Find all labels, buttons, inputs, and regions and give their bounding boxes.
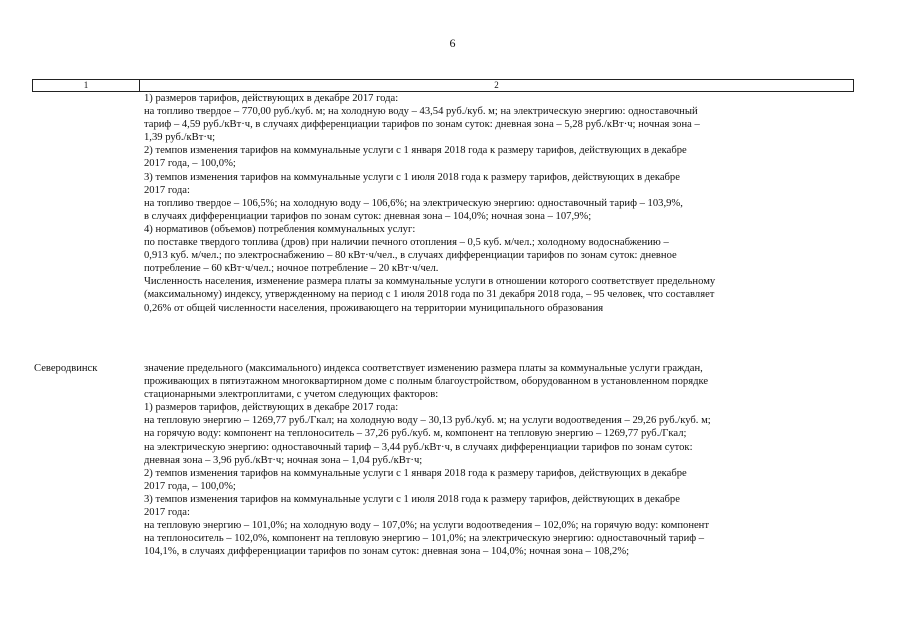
table-header-col-1: 1 [83, 80, 89, 90]
page-number: 6 [449, 36, 456, 50]
text-line: на электрическую энергию: одноставочный тариф – 3,44 руб./кВт·ч, в случаях дифференциации тарифов по зонам суток: [144, 441, 693, 453]
text-line: 0,913 куб. м/чел.; по электроснабжению – 80 кВт·ч/чел., в случаях дифференциации тарифов по зонам суток: дневное [144, 250, 677, 262]
text-line: (максимальному) индексу, утвержденному на период с 1 июля 2018 года по 31 декабря 2018 года, – 95 человек, что составляет [144, 289, 715, 301]
text-line: стационарными электроплитами, с учетом следующих факторов: [144, 389, 439, 401]
text-line: 3) темпов изменения тарифов на коммунальные услуги с 1 июля 2018 года к размеру тарифов, действующих в декабре [144, 493, 680, 505]
text-line: 1,39 руб./кВт·ч; [144, 132, 216, 144]
text-line: на теплоноситель – 102,0%, компонент на тепловую энергию – 101,0%; на электрическую энергию: одноставочный тариф – [144, 533, 705, 545]
text-line: 2017 года, – 100,0%; [144, 158, 236, 170]
text-line: на тепловую энергию – 1269,77 руб./Гкал; на холодную воду – 30,13 руб./куб. м; на услуги водоотведения – 29,26 руб./куб. м; [144, 415, 711, 427]
text-line: 0,26% от общей численности населения, проживающего на территории муниципального образования [144, 302, 604, 314]
text-line: 2017 года: [144, 507, 190, 519]
text-line: проживающих в пятиэтажном многоквартирном доме с полным благоустройством, оборудованном в установленном порядке [144, 376, 709, 388]
text-line: на тепловую энергию – 101,0%; на холодную воду – 107,0%; на услуги водоотведения – 102,0%; на горячую воду: компонент [144, 520, 709, 532]
text-line: значение предельного (максимального) индекса соответствует изменению размера платы за коммунальные услуги граждан, [144, 363, 703, 374]
text-line: 2) темпов изменения тарифов на коммунальные услуги с 1 января 2018 года к размеру тарифов, действующих в декабре [144, 467, 687, 479]
text-line: 2017 года: [144, 184, 190, 196]
text-line: 4) нормативов (объемов) потребления коммунальных услуг: [144, 223, 416, 235]
text-line: дневная зона – 3,96 руб./кВт·ч; ночная зона – 1,04 руб./кВт·ч; [144, 454, 423, 466]
severodvinsk-text [144, 362, 854, 558]
text-line: по поставке твердого топлива (дров) при наличии печного отопления – 0,5 куб. м/чел.; холодному водоснабжению – [144, 237, 669, 249]
previous-municipality-text [144, 92, 854, 315]
text-line: потребление – 60 кВт·ч/чел.; ночное потребление – 20 кВт·ч/чел. [144, 263, 439, 275]
text-line: 1) размеров тарифов, действующих в декабре 2017 года: [144, 402, 399, 414]
text-line: Численность населения, изменение размера платы за коммунальные услуги в отношении которого соответствует предельному [144, 276, 716, 288]
text-line: 2017 года, – 100,0%; [144, 480, 236, 492]
text-line: 2) темпов изменения тарифов на коммунальные услуги с 1 января 2018 года к размеру тарифов, действующих в декабре [144, 145, 687, 157]
text-line: тариф – 4,59 руб./кВт·ч, в случаях дифференциации тарифов по зонам суток: дневная зона – 5,28 руб./кВт·ч; ночная зона – [144, 119, 700, 131]
text-line: на топливо твердое – 770,00 руб./куб. м; на холодную воду – 43,54 руб./куб. м; на электрическую энергию: одноставочный [144, 106, 698, 118]
table-header-col-2: 2 [494, 80, 499, 90]
text-line: на топливо твердое – 106,5%; на холодную воду – 106,6%; на электрическую энергию: одноставочный тариф – 103,9%, [144, 197, 683, 209]
text-line: 3) темпов изменения тарифов на коммунальные услуги с 1 июля 2018 года к размеру тарифов, действующих в декабре [144, 171, 680, 183]
table-header-row [32, 79, 854, 92]
text-line: 104,1%, в случаях дифференциации тарифов по зонам суток: дневная зона – 104,0%; ночная зона – 108,2%; [144, 546, 630, 558]
text-line: 1) размеров тарифов, действующих в декабре 2017 года: [144, 93, 399, 104]
text-line: на горячую воду: компонент на теплоноситель – 37,26 руб./куб. м, компонент на тепловую энергию – 1269,77 руб./Гкал; [144, 428, 687, 440]
text-line: в случаях дифференциации тарифов по зонам суток: дневная зона – 104,0%; ночная зона – 107,9%; [144, 210, 592, 222]
municipality-name: Северодвинск [34, 363, 98, 374]
